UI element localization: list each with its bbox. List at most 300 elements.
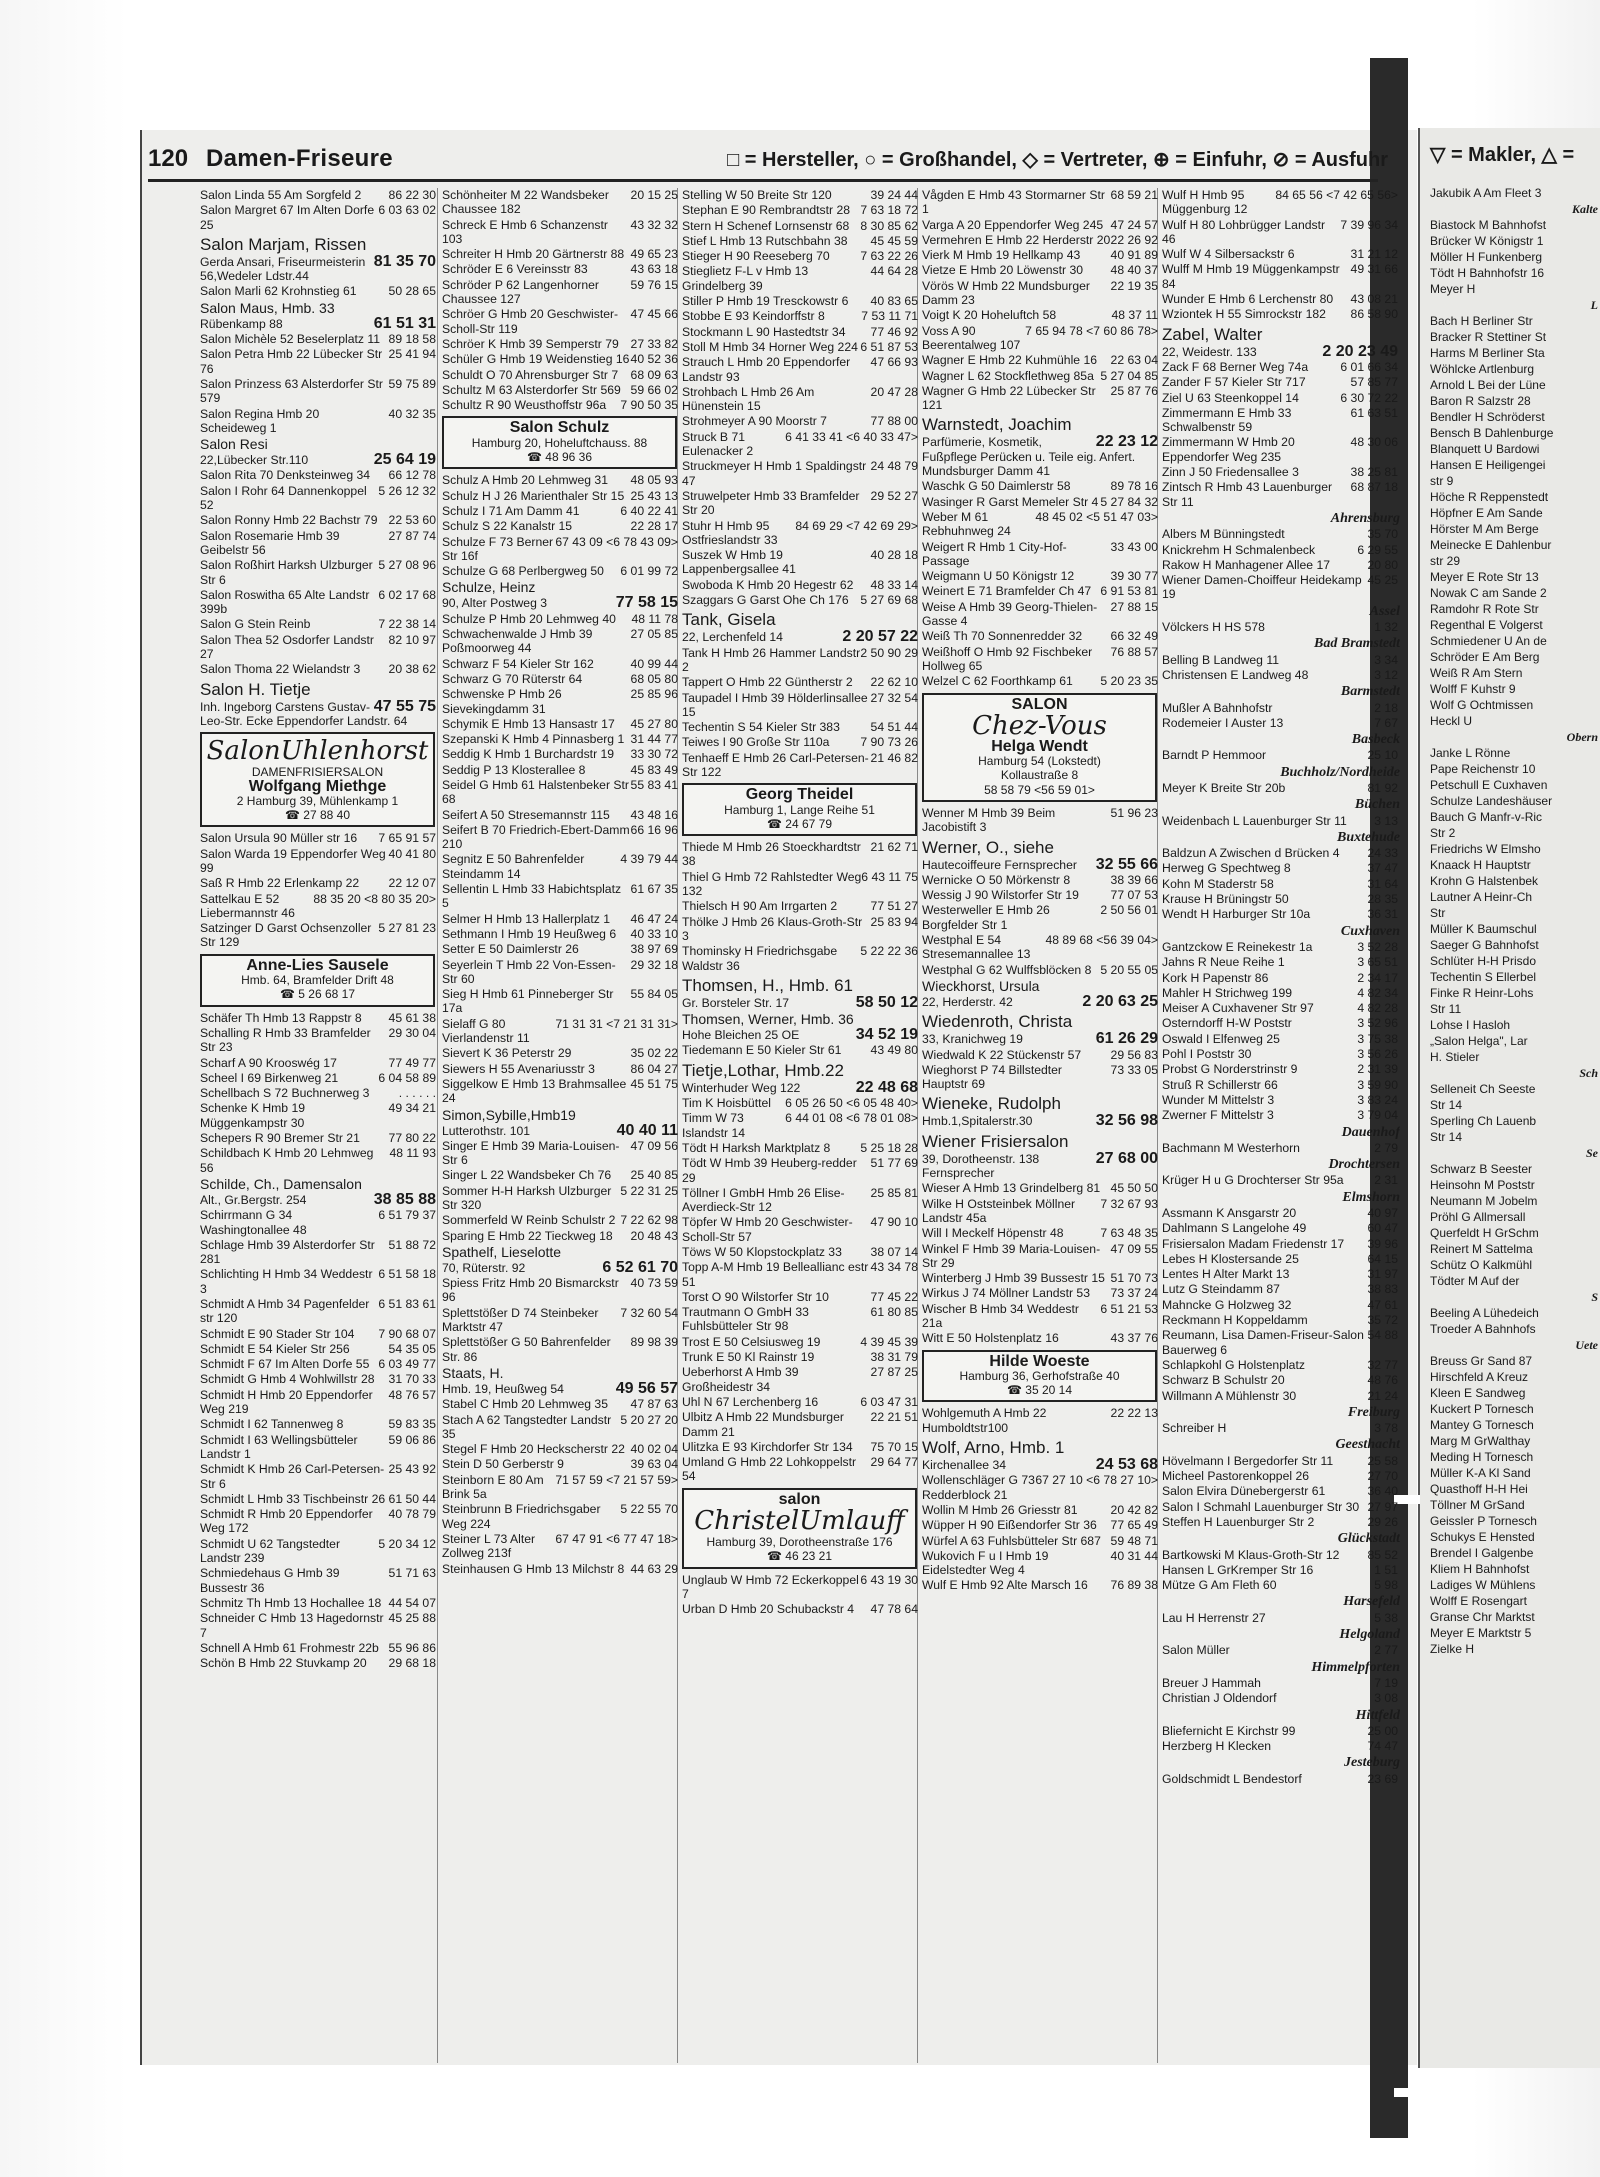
phone-number: 24 48 79 [870,459,918,474]
entry-text: Oswald I Elfenweg 25 [1162,1031,1280,1046]
entry-text: Völckers H HS 578 [1162,620,1265,635]
phone-number: 48 37 11 [1111,308,1158,323]
entry-text: Bachmann M Westerhorn [1162,1140,1300,1155]
phone-number: 22 12 07 [388,876,436,891]
advert-line: Wolfgang Miethge [248,777,387,795]
listing-column-4 [922,188,1160,2058]
advert-line: Anne-Lies Sausele [246,956,389,974]
phone-number: 21 62 71 [870,840,918,855]
entry-text: Schmidt L Hmb 33 Tischbeinstr 26 [200,1491,386,1506]
entry-text: Wohlgemuth A Hmb 22 Humboldtstr100 [922,1406,1047,1435]
phone-number: 22 28 17 [630,519,678,534]
advert-box [200,732,435,827]
entry-text: Thiede M Hmb 26 Stoeckhardtstr 38 [682,840,861,869]
listing-entry [682,355,920,384]
entry-text: Micheel Pastorenkoppel 26 [1162,1469,1310,1484]
listing-entry: Biastock M Bahnhofst [1430,218,1547,232]
entry-text: Zinn J 50 Friedensallee 3 [1162,465,1299,480]
phone-number: 40 99 44 [630,656,678,671]
listing-entry [200,1208,438,1237]
entry-text: 33, Kranichweg 19 [922,1032,1023,1047]
entry-text: Weigert R Hmb 1 City-Hof-Passage [922,539,1067,568]
phone-number: 3 52 28 [1357,939,1398,954]
phone-number: 40 52 36 [630,352,678,367]
listing-entry [1162,435,1400,464]
entry-text: Struckmeyer H Hmb 1 Spaldingstr 47 [682,459,867,488]
listing-entry: Ladiges W Mühlens [1430,1578,1536,1592]
listing-entry: Heinsohn M Poststr [1430,1178,1535,1192]
phone-number: 27 68 00 [1095,1149,1158,1167]
phone-number: 7 65 91 57 [378,831,436,846]
phone-number: 40 40 11 [616,1121,678,1139]
entry-text: Trunk E 50 Kl Rainstr 19 [682,1350,815,1365]
entry-text: Uhl N 67 Lerchenberg 16 [682,1394,819,1409]
listing-entry [442,278,680,307]
entry-text: Stern H Schenef Lornsenstr 68 [682,218,850,233]
advert-line: Hamburg 54 (Lokstedt) [978,754,1101,769]
listing-entry: Wolff E Rosengart [1430,1594,1527,1608]
phone-number: 47 61 [1367,1297,1398,1312]
phone-number: 3 13 [1374,813,1398,828]
listing-entry [442,1502,680,1531]
listing-entry [682,751,920,780]
listing-entry [682,1156,920,1185]
phone-number: 5 25 18 28 [860,1140,918,1155]
listing-entry [682,675,920,689]
listing-entry [1162,1282,1400,1296]
entry-text: Weise A Hmb 39 Georg-Thielen-Gasse 4 [922,599,1098,629]
advert-line: SALON [1011,695,1068,713]
entry-text: Wukovich F u I Hmb 19 Eidelstedter Weg 4 [922,1548,1049,1578]
town-heading: Glückstadt [1337,1531,1400,1547]
entry-text: Salon Maus, Hmb. 33 [200,299,335,316]
entry-text: Schröder E 6 Vereinsstr 83 [442,262,588,277]
entry-text: Salon I Rohr 64 Dannenkoppel 52 [200,483,367,513]
listing-entry [682,1305,920,1334]
listing-entry [922,1406,1160,1435]
phone-number: 47 24 57 [1110,217,1158,232]
listing-entry [922,1242,1160,1271]
entry-text: Staats, H. [442,1364,504,1381]
phone-number: 31 21 12 [1350,247,1398,262]
entry-text: Schulz A Hmb 20 Lehmweg 31 [442,473,608,488]
entry-text: Wernicke O 50 Mörkenstr 8 [922,872,1071,887]
listing-entry [1162,1563,1400,1577]
phone-number: 48 40 37 [1110,263,1158,278]
advert-line: ☎ 48 96 36 [527,450,592,465]
entry-text: Salon Elvira Dünebergerstr 61 [1162,1484,1326,1499]
listing-entry: Meding H Tornesch [1430,1450,1534,1464]
entry-text: Schmidt I 62 Tannenweg 8 [200,1417,344,1432]
listing-entry [922,218,1160,232]
entry-text: Zabel, Walter [1162,324,1263,344]
phone-number: 32 56 98 [1095,1112,1158,1130]
listing-entry: Heckl U [1430,714,1473,728]
entry-text: Weidenbach L Lauenburger Str 11 [1162,813,1347,828]
phone-number: 1 51 [1374,1562,1398,1577]
entry-text: Salon Marjam, Rissen [200,234,367,254]
listing-entry: Petschull E Cuxhaven [1430,778,1548,792]
phone-number: 1 32 [1374,620,1398,635]
listing-entry [1162,846,1400,860]
listing-entry [1162,877,1400,891]
entry-text: Gr. Borsteler Str. 17 [682,995,790,1010]
listing-entry: Schukys E Hensted [1430,1530,1535,1544]
listing-entry [682,630,920,644]
entry-text: Salon Prinzess 63 Alsterdorfer Str 579 [200,376,383,406]
listing-entry [1162,955,1400,969]
entry-text: Schneider C Hmb 13 Hagedornstr 7 [200,1611,384,1640]
entry-text: Saß R Hmb 22 Erlenkamp 22 [200,876,360,891]
entry-text: Sattelkau E 52 Liebermannstr 46 [200,891,295,920]
listing-entry [442,398,680,412]
entry-text: Schmidt A Hmb 34 Pagenfelder str 120 [200,1297,370,1326]
listing-entry [200,1026,438,1055]
phone-number: 7 90 73 26 [860,735,918,750]
entry-text: Meyer K Breite Str 20b [1162,780,1286,795]
listing-entry [442,368,680,382]
entry-text: Töllner I GmbH Hmb 26 Elise-Averdieck-Str 12 [682,1185,845,1215]
listing-entry [200,558,438,587]
phone-number: 2 31 [1374,1173,1398,1188]
listing-entry [682,1043,920,1057]
phone-number: 3 83 24 [1357,1092,1398,1107]
listing-entry [922,1271,1160,1285]
phone-number: 46 47 24 [630,911,678,926]
town-heading: Kalte [1572,202,1598,216]
phone-number: 22 23 12 [1095,433,1158,451]
listing-entry [682,188,920,202]
entry-text: Wiedwald K 22 Stückenstr 57 [922,1047,1082,1062]
listing-entry [200,1190,438,1208]
entry-text: Sommer H-H Harksh Ulzburger Str 320 [442,1183,612,1212]
town-heading: Sch [1579,1066,1598,1080]
listing-entry [442,882,680,911]
entry-text: Szepanski K Hmb 4 Pinnasberg 1 [442,732,625,747]
listing-entry [1162,1078,1400,1092]
phone-number: 77 07 53 [1110,888,1158,903]
phone-number: 2 20 23 49 [1322,342,1398,360]
entry-text: Wolf, Arno, Hmb. 1 [922,1438,1065,1458]
entry-text: 90, Alter Postweg 3 [442,596,548,611]
listing-entry [442,927,680,941]
phone-number: 60 47 [1367,1221,1398,1236]
advert-line: Kollaustraße 8 [1000,768,1079,783]
listing-entry [922,1473,1160,1502]
listing-entry [1162,406,1400,435]
entry-text: Schnell A Hmb 61 Frohmestr 22b [200,1640,379,1655]
phone-number: 89 78 16 [1110,479,1158,494]
advert-line: ChristelUmlauff [694,1506,905,1537]
listing-entry [200,188,438,202]
town-heading: Hittfeld [1355,1707,1400,1723]
listing-entry [442,1077,680,1106]
phone-number: 47 78 64 [870,1602,918,1617]
entry-text: 22, Lerchenfeld 14 [682,630,783,645]
phone-number: 47 90 10 [870,1215,918,1230]
listing-entry [1162,292,1400,306]
listing-entry [442,657,680,671]
facing-page [1418,128,1600,2068]
entry-text: Herzberg H Klecken [1162,1739,1272,1754]
listing-entry [442,1107,680,1123]
phone-number: 48 05 93 [630,473,678,488]
phone-number: 7 65 94 78 <7 60 86 78> [1025,323,1158,338]
listing-entry [442,188,680,217]
listing-entry [200,284,438,298]
entry-text: Mahncke G Holzweg 32 [1162,1297,1292,1312]
phone-number: 38 83 [1367,1282,1398,1297]
phone-number: 7 90 50 35 [620,398,678,413]
entry-text: Taupadel I Hmb 39 Hölderlinsallee 15 [682,690,868,719]
listing-entry [200,1611,438,1640]
listing-entry [442,1062,680,1076]
listing-entry [1162,307,1400,321]
listing-entry [922,806,1160,835]
entry-text: Zwerner F Mittelstr 3 [1162,1108,1274,1123]
listing-entry [442,732,680,746]
phone-number: 33 43 00 [1110,539,1158,554]
phone-number: 43 63 18 [630,262,678,277]
town-heading: Geesthacht [1335,1437,1400,1453]
phone-number: 36 31 [1367,907,1398,922]
listing-entry [200,453,438,467]
listing-entry [200,1537,438,1566]
entry-text: Siewers H 55 Avenariusstr 3 [442,1061,595,1076]
entry-text: Krause H Brüningstr 50 [1162,892,1289,907]
listing-entry [442,1046,680,1060]
town-heading: Ahrensburg [1330,510,1400,526]
entry-text: Singer L 22 Wandsbeker Ch 76 [442,1168,612,1183]
entry-text: Stoll M Hmb 34 Horner Weg 224 [682,339,858,354]
listing-entry [442,579,680,595]
listing-entry: Lautner A Heinr-Ch [1430,890,1533,904]
listing-entry [1162,262,1400,291]
listing-entry [682,1028,920,1042]
entry-text: Unglaub W Hmb 72 Eckerkoppel 7 [682,1572,859,1601]
entry-text: Vermehren E Hmb 22 Herderstr 20 [922,232,1111,247]
entry-text: Zimmermann E Hmb 33 Schwalbenstr 59 [1162,405,1292,435]
listing-entry [682,720,920,734]
listing-entry [682,430,920,459]
phone-number: 7 22 38 14 [378,617,436,632]
entry-text: Hansen L GrKremper Str 16 [1162,1562,1314,1577]
phone-number: 3 78 [1374,1421,1398,1436]
entry-text: Sellentin L Hmb 33 Habichtsplatz 5 [442,882,622,911]
entry-text: Stephan E 90 Rembrandtstr 28 [682,203,851,218]
entry-text: Sparing E Hmb 22 Tieckweg 18 [442,1228,613,1243]
listing-entry [922,415,1160,434]
listing-entry [200,347,438,376]
phone-number: 40 31 44 [1110,1548,1158,1563]
phone-number: 44 54 07 [388,1595,436,1610]
phone-number: 48 76 57 [388,1387,436,1402]
entry-text: Stiller P Hmb 19 Tresckowstr 6 [682,294,849,309]
town-heading: Harsefeld [1343,1594,1400,1610]
listing-entry [442,1442,680,1456]
phone-number: 22 26 92 [1110,232,1158,247]
entry-text: Wulf H Hmb 95 Müggenburg 12 [1162,188,1248,217]
entry-text: Segnitz E 50 Bahrenfelder Steindamm 14 [442,852,585,881]
entry-text: Schenke K Hmb 19 Müggenkampstr 30 [200,1101,306,1130]
entry-text: Stief L Hmb 13 Rutschbahn 38 [682,233,848,248]
entry-text: Tenhaeff E Hmb 26 Carl-Petersen-Str 122 [682,750,869,779]
entry-text: Wieghorst P 74 Billstedter Hauptstr 69 [922,1062,1062,1092]
listing-entry [922,600,1160,629]
listing-entry [1162,907,1400,921]
entry-text: Thomsen, Werner, Hmb. 36 [682,1011,854,1028]
entry-text: Wischer B Hmb 34 Weddestr 21a [922,1301,1079,1330]
entry-text: Schulze P Hmb 20 Lehmweg 40 [442,611,616,626]
phone-number: 7 39 96 34 [1340,217,1398,232]
town-heading: Buxtehude [1336,829,1400,845]
listing-entry [200,1492,438,1506]
listing-entry [682,309,920,323]
listing-entry: Harms M Berliner Sta [1430,346,1545,360]
listing-entry: Ramdohr R Rote Str [1430,602,1539,616]
listing-entry: Regenthal E Volgerst [1430,618,1543,632]
listing-entry [922,384,1160,413]
phone-number: 25 43 13 [630,488,678,503]
advert-line: SalonUhlenhorst [206,736,429,767]
listing-entry [682,340,920,354]
entry-text: Wagner L 62 Stockflethweg 85a [922,368,1094,383]
advert-box [200,954,435,1007]
phone-number: 7 90 68 07 [378,1326,436,1341]
entry-text: Kork H Papenstr 86 [1162,970,1269,985]
entry-text: Schepers R 90 Bremer Str 21 [200,1131,360,1146]
advert-line: Georg Theidel [745,786,854,804]
entry-text: Trost E 50 Celsiusweg 19 [682,1334,821,1349]
listing-entry [200,332,438,346]
listing-entry: Wöhlcke Artlenburg [1430,362,1535,376]
entry-text: Swoboda K Hmb 20 Hegestr 62 [682,577,854,592]
listing-entry [442,535,680,564]
listing-entry: Kleen E Sandweg [1430,1386,1526,1400]
entry-text: Weiß Th 70 Sonnenredder 32 [922,629,1083,644]
phone-number: 68 05 80 [630,671,678,686]
entry-text: Kirchenallee 34 [922,1458,1007,1473]
listing-entry [922,933,1160,962]
entry-text: Mußler A Bahnhofstr [1162,700,1273,715]
entry-text: Reckmann H Koppeldamm [1162,1313,1308,1328]
listing-entry [442,218,680,247]
listing-entry: Töllner M GrSand [1430,1498,1525,1512]
listing-entry [682,234,920,248]
listing-entry [442,262,680,276]
entry-text: Salon Müller [1162,1643,1230,1658]
entry-text: Schellbach S 72 Buchnerweg 3 [200,1086,370,1101]
listing-entry [922,1197,1160,1226]
listing-entry [442,1397,680,1411]
entry-text: Wulf E Hmb 92 Alte Marsch 16 [922,1578,1088,1593]
entry-text: Schön B Hmb 22 Stuvkamp 20 [200,1656,367,1671]
entry-text: Belling B Landweg 11 [1162,652,1279,667]
entry-text: Lutterothstr. 101 [442,1123,531,1138]
listing-entry [442,627,680,656]
phone-number: 6 29 55 [1357,542,1398,557]
entry-text: Splettstößer D 74 Steinbeker Marktstr 47 [442,1305,599,1335]
entry-text: Seifert B 70 Friedrich-Ebert-Damm 210 [442,822,630,852]
listing-entry [442,1335,680,1364]
listing-entry [442,352,680,366]
listing-entry [442,337,680,351]
listing-entry [1162,986,1400,1000]
listing-entry: Jakubik A Am Fleet 3 [1430,186,1542,200]
listing-entry [200,662,438,676]
phone-number: 2 50 90 29 [860,645,918,660]
entry-text: Vietze E Hmb 20 Löwenstr 30 [922,263,1084,278]
phone-number: 7 53 11 71 [861,309,918,324]
listing-entry [442,1258,680,1276]
entry-text: Knickrehm H Schmalenbeck [1162,542,1316,557]
phone-number: 54 88 [1367,1328,1398,1343]
listing-entry [1162,465,1400,479]
phone-number: 20 38 62 [388,662,436,677]
entry-text: Salon Thea 52 Osdorfer Landstr 27 [200,632,374,662]
phone-number: 85 52 [1367,1547,1398,1562]
phone-number: 40 78 79 [388,1507,436,1522]
entry-text: Schultz M 63 Alsterdorfer Str 569 [442,382,621,397]
listing-entry [922,1518,1160,1532]
listing-entry [682,993,920,1011]
entry-text: Albers M Bünningstedt [1162,527,1285,542]
phone-number: 61 26 29 [1095,1030,1158,1048]
entry-text: Topp A-M Hmb 19 Belleallianc estr 51 [682,1260,869,1289]
listing-entry [1162,1578,1400,1592]
listing-entry [1162,1093,1400,1107]
listing-entry [200,876,438,890]
entry-text: Timm W 73 Islandstr 14 [682,1111,746,1140]
listing-entry [1162,1691,1400,1705]
listing-entry [1162,1206,1400,1220]
entry-text: Wollin M Hmb 26 Griesstr 81 [922,1502,1078,1517]
entry-text: Spathelf, Lieselotte [442,1243,562,1260]
entry-text: Seddig K Hmb 1 Burchardstr 19 [442,747,615,762]
listing-entry [200,1146,438,1175]
listing-entry: Troeder A Bahnhofs [1430,1322,1536,1336]
phone-number: 55 84 05 [630,987,678,1002]
entry-text: Wessig J 90 Wilstorfer Str 19 [922,888,1079,903]
listing-entry [1162,892,1400,906]
entry-text: Schwarz B Schulstr 20 [1162,1373,1285,1388]
entry-text: Stach A 62 Tangstedter Landstr 35 [442,1412,612,1441]
entry-text: Schulz I 71 Am Damm 41 [442,503,580,518]
listing-entry [922,1149,1160,1181]
entry-text: Schreck E Hmb 6 Schanzenstr 103 [442,217,608,246]
phone-number: 45 45 59 [870,233,918,248]
entry-text: Schulze G 68 Perlbergweg 50 [442,564,604,579]
phone-number: 49 65 23 [630,247,678,262]
phone-number: 45 25 88 [388,1611,436,1626]
listing-entry [200,407,438,436]
advert-line: Salon Schulz [509,419,610,437]
entry-text: Barndt P Hemmoor [1162,748,1267,763]
listing-entry [922,369,1160,383]
phone-number: 49 31 66 [1350,262,1398,277]
town-heading: Assel [1369,603,1400,619]
phone-number: 66 32 49 [1110,629,1158,644]
listing-entry [200,892,438,921]
listing-entry [1162,1173,1400,1187]
listing-entry [442,1229,680,1243]
listing-entry [442,1379,680,1397]
entry-text: Wenner M Hmb 39 Beim Jacobistift 3 [922,805,1056,835]
entry-text: Salon Rosemarie Hmb 39 Geibelstr 56 [200,528,340,557]
phone-number: 48 11 78 [631,611,678,626]
entry-text: Wieckhorst, Ursula [922,977,1040,994]
phone-number: 48 45 02 <5 51 47 03> [1035,509,1158,524]
